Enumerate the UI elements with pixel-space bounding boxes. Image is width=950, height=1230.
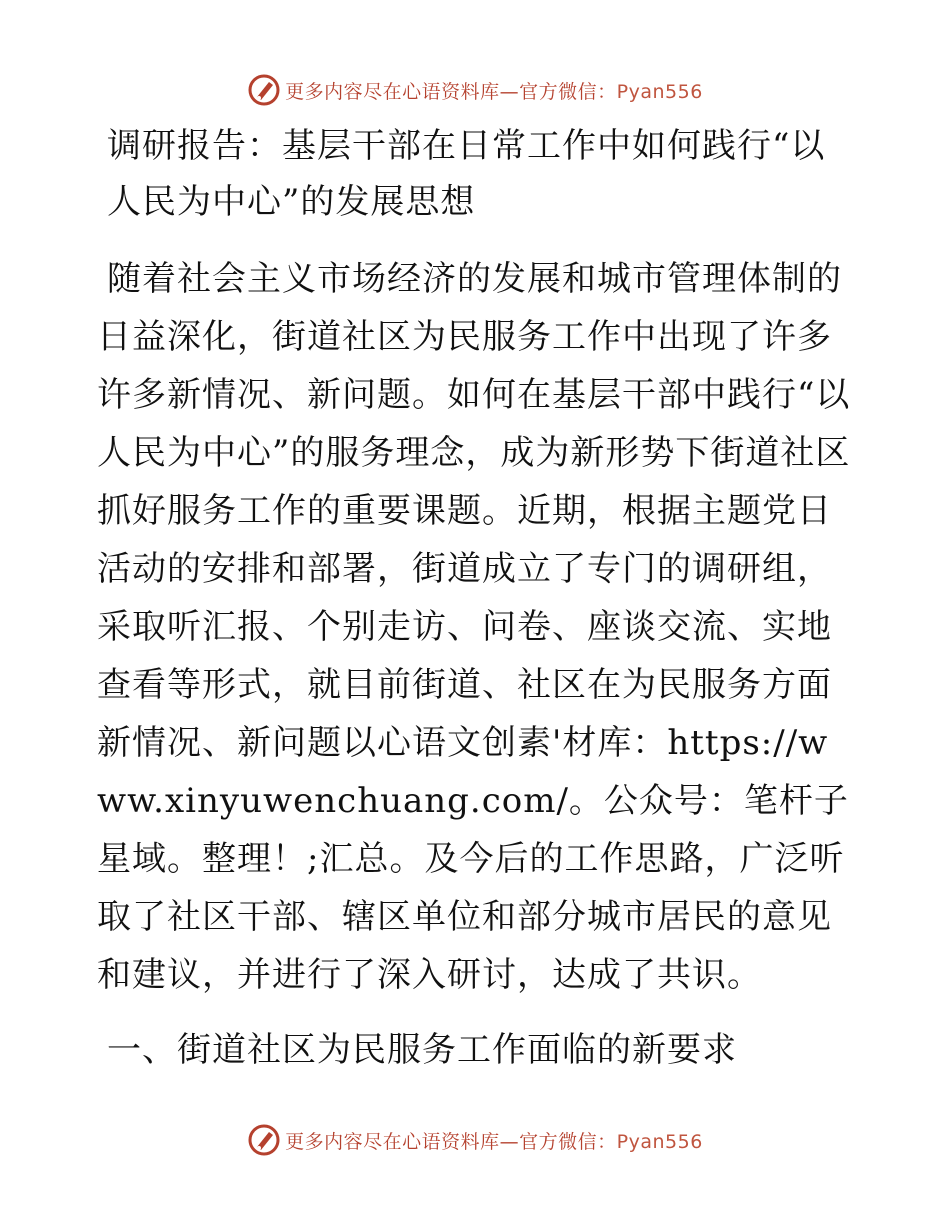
document-body (97, 118, 857, 1078)
watermark-text: 更多内容尽在心语资料库—官方微信：Pyan556 (285, 1130, 703, 1153)
watermark-text: 更多内容尽在心语资料库—官方微信：Pyan556 (285, 80, 703, 103)
watermark-wechat-id: Pyan556 (616, 80, 703, 103)
section-heading: 一、街道社区为民服务工作面临的新要求 (107, 1030, 737, 1070)
watermark-banner-bottom (0, 1120, 950, 1160)
watermark-banner-top (0, 70, 950, 110)
watermark-wechat-id: Pyan556 (616, 1130, 703, 1153)
pen-nib-logo-icon (247, 73, 281, 107)
pen-nib-logo-icon (247, 1123, 281, 1157)
body-paragraph: 随着社会主义市场经济的发展和城市管理体制的日益深化，街道社区为民服务工作中出现了许多许多新情况、新问题。如何在基层干部中践行“以人民为中心”的服务理念，成为新形势下街道社区抓好服务工作的重要课题。近期，根据主题党日活动的安排和部署，街道成立了专门的调研组，采取听汇报、个别走访、问卷、座谈交流、实地查看等形式，就目前街道、社区在为民服务方面新情况、新问题以心语文创素'材库：https://www.xinyuwenchuang.com/。公众号：笔杆子星域。整理！;汇总。及今后的工作思路，广泛听取了社区干部、辖区单位和部分城市居民的意见和建议，并进行了深入研讨，达成了共识。 (97, 259, 851, 995)
document-title: 调研报告：基层干部在日常工作中如何践行“以人民为中心”的发展思想 (107, 126, 826, 222)
